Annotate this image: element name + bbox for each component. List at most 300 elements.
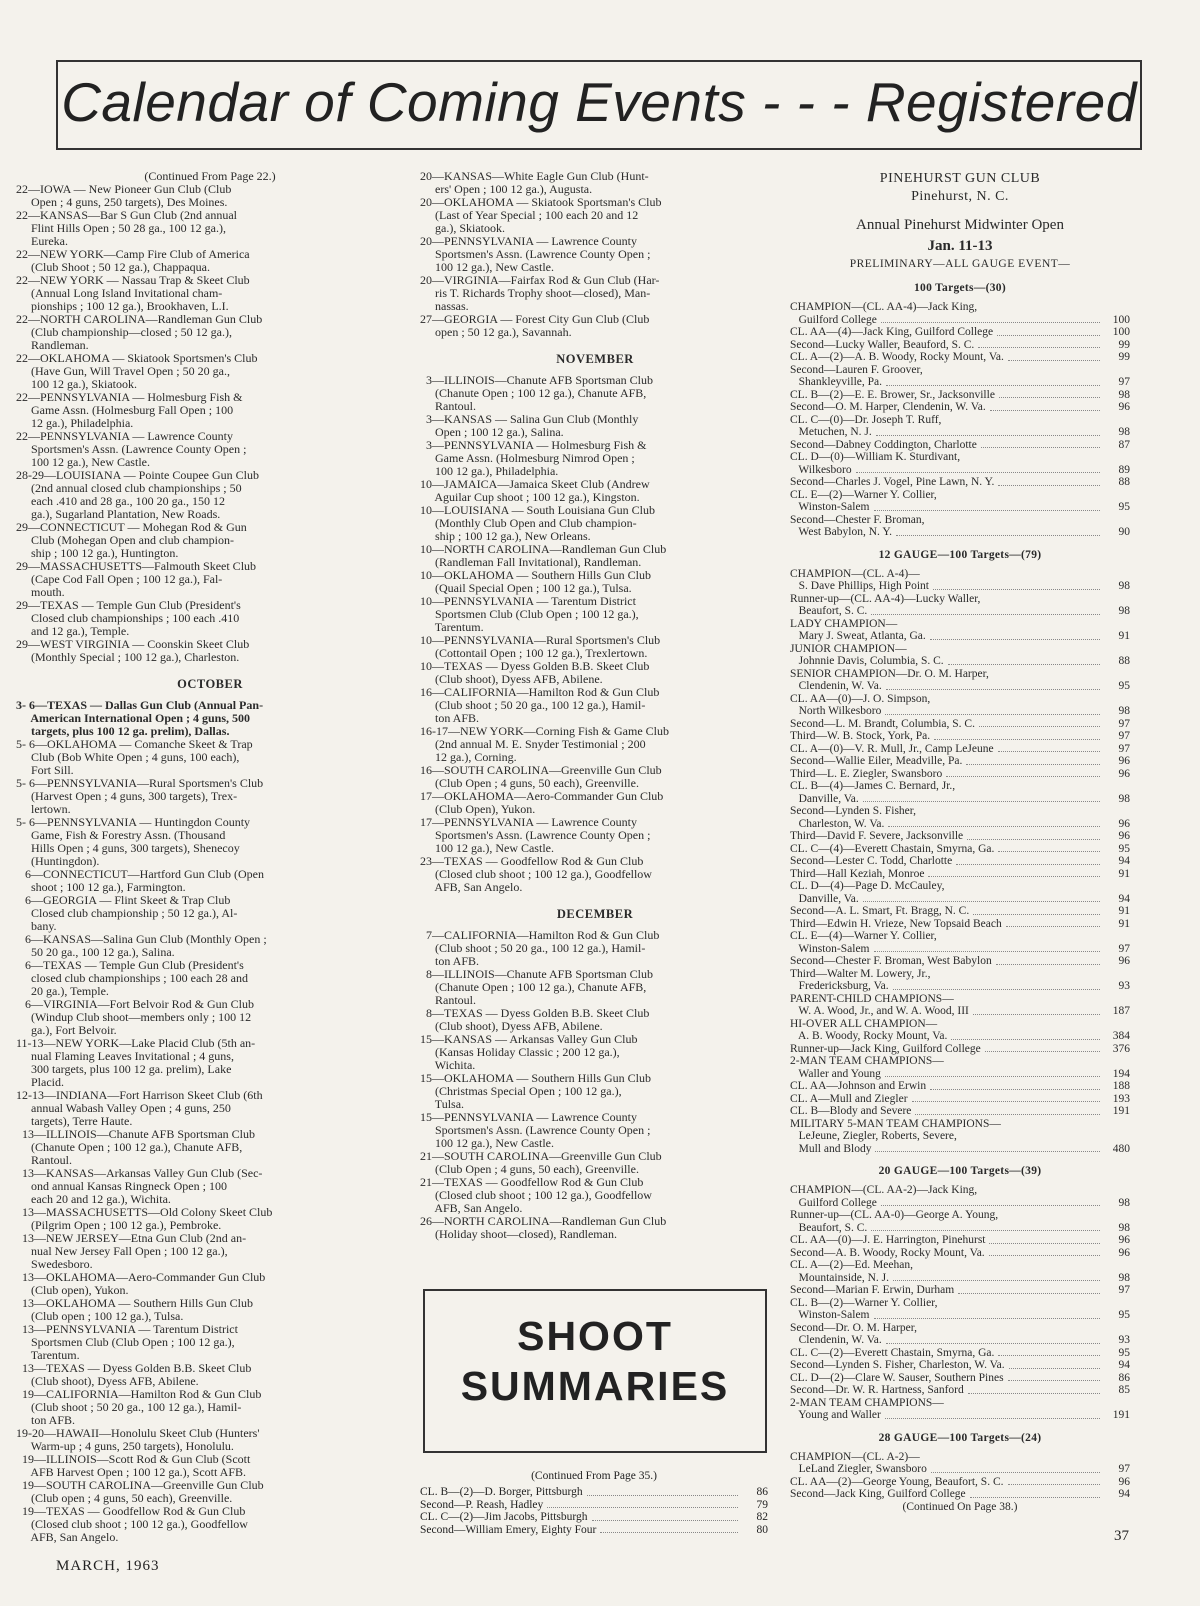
result-row [790, 968, 1130, 981]
event-entry: 10—OKLAHOMA — Southern Hills Gun Club (Quail Special Open ; 100 12 ga.), Tulsa. [420, 568, 652, 595]
event-entry: 10—PENNSYLVANIA—Rural Sportsmen's Club (Cottontail Open ; 100 12 ga.), Trexlertown. [420, 633, 661, 660]
result-row [790, 1451, 1130, 1464]
result-row [790, 1143, 1130, 1156]
result-score: 96 [1118, 767, 1130, 780]
result-row [790, 1284, 1130, 1297]
event-entry: 19—CALIFORNIA—Hamilton Rod & Gun Club (Club shoot ; 50 20 ga., 100 12 ga.), Hamil- ton AFB. [22, 1387, 262, 1427]
event-entry: 22—OKLAHOMA — Skiatook Sportsmen's Club (Have Gun, Will Travel Open ; 50 20 ga., 100 12 ga.), Skiatook. [16, 351, 258, 391]
event-entry-featured: 3- 6—TEXAS — Dallas Gun Club (Annual Pan- American International Open ; 4 guns, 500 targets, plus 100 12 ga. prelim), Dallas. [16, 698, 264, 738]
result-label: Second—William Emery, Eighty Four [420, 1523, 597, 1536]
result-row [790, 830, 1130, 843]
result-row [790, 314, 1130, 327]
event-subtitle: PRELIMINARY—ALL GAUGE EVENT— [849, 258, 1071, 270]
results-list [790, 568, 1130, 1156]
section-heading: 28 GAUGE—100 Targets—(24) [878, 1431, 1042, 1444]
result-score: 97 [1118, 376, 1130, 388]
result-label: Second—Wallie Eiler, Meadville, Pa. [790, 755, 963, 767]
result-score: 98 [1118, 580, 1130, 592]
result-label: Johnnie Davis, Columbia, S. C. [790, 655, 944, 667]
result-row [790, 326, 1130, 339]
result-label: North Wilkesboro [790, 705, 882, 717]
result-score: 97 [1118, 1463, 1130, 1475]
column-2 [420, 170, 770, 1241]
result-row [790, 1118, 1130, 1131]
result-row [420, 1511, 768, 1524]
result-row [790, 1105, 1130, 1118]
page-number: 37 [1114, 1528, 1129, 1544]
result-label: LeJeune, Ziegler, Roberts, Severe, [790, 1130, 957, 1142]
leader-dots [998, 751, 1100, 752]
result-label: W. A. Wood, Jr., and W. A. Wood, III [790, 1005, 969, 1017]
event-entry: 5- 6—PENNSYLVANIA — Huntingdon County Game, Fish & Forestry Assn. (Thousand Hills Open ; 4 guns, 300 targets), Shenecoy (Huntingdon). [16, 815, 251, 868]
result-row [790, 339, 1130, 352]
result-row [790, 993, 1130, 1006]
leader-dots [1008, 1380, 1100, 1381]
result-score: 95 [1118, 1346, 1130, 1359]
result-row [790, 1409, 1130, 1422]
leader-dots [893, 989, 1100, 990]
event-entry: 22—IOWA — New Pioneer Gun Club (Club Open ; 4 guns, 250 targets), Des Moines. [16, 182, 232, 209]
result-label: CL. D—(2)—Clare W. Sauser, Southern Pines [790, 1371, 1004, 1384]
result-row [790, 655, 1130, 668]
leader-dots [948, 664, 1100, 665]
column-3 [790, 170, 1130, 1514]
result-row [790, 1372, 1130, 1385]
result-label: West Babylon, N. Y. [790, 526, 893, 538]
result-label: JUNIOR CHAMPION— [790, 642, 907, 655]
result-label: Second—Marian F. Erwin, Durham [790, 1284, 955, 1296]
result-label: CL. C—(2)—Everett Chastain, Smyrna, Ga. [790, 1346, 995, 1359]
result-label: CL. A—(2)—Ed. Meehan, [790, 1259, 913, 1271]
result-row [790, 476, 1130, 489]
page-title: Calendar of Coming Events - - - Registered [61, 71, 1137, 133]
result-row [790, 780, 1130, 793]
leader-dots [930, 639, 1100, 640]
result-label: CHAMPION—(CL. AA-2)—Jack King, [790, 1184, 978, 1196]
result-score: 86 [756, 1486, 768, 1498]
result-score: 94 [1118, 855, 1130, 867]
result-row [790, 1055, 1130, 1068]
event-entry: 15—PENNSYLVANIA — Lawrence County Sportsmen's Assn. (Lawrence County Open ; 100 12 ga.), New Castle. [420, 1110, 651, 1150]
leader-dots [874, 1318, 1100, 1319]
leader-dots [946, 776, 1100, 777]
result-label: CL. D—(0)—William K. Sturdivant, [790, 451, 961, 463]
leader-dots [934, 739, 1100, 740]
event-name: Annual Pinehurst Midwinter Open [856, 217, 1064, 233]
result-row [790, 1247, 1130, 1260]
result-label: Third—David F. Severe, Jacksonville [790, 830, 964, 842]
result-label: Winston-Salem [790, 942, 870, 955]
event-entry: 10—NORTH CAROLINA—Randleman Gun Club (Randleman Fall Invitational), Randleman. [420, 542, 667, 569]
leader-dots [881, 1205, 1100, 1206]
result-score: 188 [1112, 1080, 1130, 1092]
result-row [790, 1347, 1130, 1360]
result-row [790, 1259, 1130, 1272]
event-entry: 6—KANSAS—Salina Gun Club (Monthly Open ; 50 20 ga., 100 12 ga.), Salina. [25, 932, 267, 959]
result-row [790, 880, 1130, 893]
event-entry: 22—PENNSYLVANIA — Lawrence County Sportsmen's Assn. (Lawrence County Open ; 100 12 ga.), New Castle. [16, 429, 247, 469]
result-label: Second—O. M. Harper, Clendenin, W. Va. [790, 401, 986, 413]
continued-note: (Continued From Page 22.) [144, 169, 276, 183]
result-label: CL. E—(2)—Warner Y. Collier, [790, 488, 937, 501]
leader-dots [875, 1151, 1100, 1152]
result-row [790, 755, 1130, 768]
result-label: Fredericksburg, Va. [790, 980, 889, 992]
result-row [790, 643, 1130, 656]
month-heading-october: OCTOBER [177, 677, 243, 691]
result-label: Third—Edwin H. Vrieze, New Topsaid Beach [790, 917, 1002, 930]
result-score: 99 [1118, 338, 1130, 351]
result-label: CL. C—(4)—Everett Chastain, Smyrna, Ga. [790, 842, 995, 855]
result-score: 87 [1118, 438, 1130, 451]
result-row [790, 501, 1130, 514]
result-label: Second—Dr. W. R. Hartness, Sanford [790, 1384, 964, 1396]
result-label: CHAMPION—(CL. AA-4)—Jack King, [790, 301, 978, 313]
leader-dots [886, 689, 1100, 690]
result-score: 100 [1112, 326, 1130, 338]
result-label: Second—P. Reash, Hadley [420, 1498, 544, 1511]
event-dates: Jan. 11-13 [927, 238, 993, 254]
result-row [790, 1476, 1130, 1489]
result-row [790, 514, 1130, 527]
result-row [790, 1384, 1130, 1397]
event-entry: 6—CONNECTICUT—Hartford Gun Club (Open shoot ; 100 12 ga.), Farmington. [25, 867, 264, 894]
result-score: 191 [1112, 1105, 1130, 1117]
result-label: Shankleyville, Pa. [790, 376, 882, 388]
event-entry: 12-13—INDIANA—Fort Harrison Skeet Club (6th annual Wabash Valley Open ; 4 guns, 250 targets), Terre Haute. [16, 1088, 263, 1128]
event-entry: 8—ILLINOIS—Chanute AFB Sportsman Club (Chanute Open ; 100 12 ga.), Chanute AFB, Rantoul. [426, 967, 653, 1007]
result-score: 95 [1118, 501, 1130, 513]
banner-line-2: SUMMARIES [460, 1363, 730, 1409]
event-entry: 26—NORTH CAROLINA—Randleman Gun Club (Holiday shoot—closed), Randleman. [420, 1214, 667, 1241]
result-row [790, 1018, 1130, 1031]
leader-dots [978, 347, 1100, 348]
result-row [790, 1130, 1130, 1143]
event-entry: 6—GEORGIA — Flint Skeet & Trap Club Closed club championship ; 50 12 ga.), Al- bany. [25, 893, 238, 933]
result-score: 88 [1118, 476, 1130, 488]
event-entry: 22—PENNSYLVANIA — Holmesburg Fish & Game Assn. (Holmesburg Fall Open ; 100 12 ga.), Philadelphia. [16, 390, 243, 430]
leader-dots [600, 1532, 738, 1533]
october-list-continued [420, 170, 770, 339]
leader-dots [1008, 360, 1100, 361]
result-score: 98 [1118, 1196, 1130, 1209]
leader-dots [881, 322, 1100, 323]
event-entry: 13—NEW JERSEY—Etna Gun Club (2nd an- nual New Jersey Fall Open ; 100 12 ga.), Swedesboro. [22, 1231, 247, 1271]
result-row [790, 955, 1130, 968]
result-score: 191 [1112, 1409, 1130, 1421]
leader-dots [997, 335, 1100, 336]
event-entry: 16-17—NEW YORK—Corning Fish & Game Club (2nd annual M. E. Snyder Testimonial ; 200 12 ga.), Corning. [420, 724, 669, 764]
result-label: Guilford College [790, 1196, 877, 1209]
result-score: 89 [1118, 463, 1130, 476]
result-score: 99 [1118, 351, 1130, 363]
result-label: CL. D—(4)—Page D. McCauley, [790, 880, 945, 892]
result-row [790, 893, 1130, 906]
result-row [790, 1309, 1130, 1322]
result-row [790, 1030, 1130, 1043]
leader-dots [996, 964, 1100, 965]
leader-dots [592, 1520, 738, 1521]
result-score: 187 [1112, 1005, 1130, 1017]
result-row [790, 668, 1130, 681]
result-score: 98 [1118, 705, 1130, 717]
result-row [790, 301, 1130, 314]
result-score: 98 [1118, 388, 1130, 401]
continued-on-note: (Continued On Page 38.) [902, 1500, 1018, 1513]
result-label: Winston-Salem [790, 501, 870, 513]
result-label: Danville, Va. [790, 792, 859, 805]
result-label: CHAMPION—(CL. A-4)— [790, 567, 920, 580]
event-entry: 22—NEW YORK—Camp Fire Club of America (Club Shoot ; 50 12 ga.), Chappaqua. [16, 247, 250, 274]
club-name: PINEHURST GUN CLUB [879, 171, 1041, 186]
result-score: 94 [1118, 1359, 1130, 1371]
result-score: 93 [1118, 980, 1130, 992]
event-entry: 7—CALIFORNIA—Hamilton Rod & Gun Club (Club shoot ; 50 20 ga., 100 12 ga.), Hamil- ton AFB. [426, 928, 660, 968]
leader-dots [973, 1014, 1100, 1015]
result-label: Second—Chester F. Broman, [790, 513, 925, 526]
result-label: CL. B—(2)—Warner Y. Collier, [790, 1296, 938, 1309]
event-entry: 3—ILLINOIS—Chanute AFB Sportsman Club (Chanute Open ; 100 12 ga.), Chanute AFB, Rantoul. [426, 373, 653, 413]
result-row [790, 426, 1130, 439]
result-label: 2-MAN TEAM CHAMPIONS— [790, 1055, 944, 1067]
result-row [790, 1209, 1130, 1222]
result-label: Second—Lauren F. Groover, [790, 363, 923, 376]
result-label: LeLand Ziegler, Swansboro [790, 1463, 927, 1475]
result-label: CL. AA—Johnson and Erwin [790, 1080, 927, 1092]
result-score: 480 [1112, 1142, 1130, 1155]
leader-dots [886, 385, 1100, 386]
event-entry: 19-20—HAWAII—Honolulu Skeet Club (Hunters' Warm-up ; 4 guns, 250 targets), Honolulu. [16, 1426, 260, 1453]
result-label: Young and Waller [790, 1409, 881, 1421]
result-row [790, 1322, 1130, 1335]
result-score: 95 [1118, 842, 1130, 855]
result-row [790, 905, 1130, 918]
leader-dots [989, 1255, 1100, 1256]
result-label: Waller and Young [790, 1067, 881, 1080]
result-label: Clendenin, W. Va. [790, 680, 882, 692]
leader-dots [587, 1495, 738, 1496]
event-entry: 21—TEXAS — Goodfellow Rod & Gun Club (Closed club shoot ; 100 12 ga.), Goodfellow AFB, San Angelo. [420, 1175, 652, 1215]
event-entry: 29—WEST VIRGINIA — Coonskin Skeet Club (Monthly Special ; 100 12 ga.), Charleston. [16, 637, 250, 664]
result-score: 80 [756, 1523, 768, 1536]
result-label: CL. E—(4)—Warner Y. Collier, [790, 930, 937, 942]
result-row [790, 526, 1130, 539]
result-score: 96 [1118, 1475, 1130, 1488]
result-label: CL. B—(2)—D. Borger, Pittsburgh [420, 1486, 583, 1498]
event-entry: 20—PENNSYLVANIA — Lawrence County Sportsmen's Assn. (Lawrence County Open ; 100 12 ga.), New Castle. [420, 234, 651, 274]
result-score: 94 [1118, 892, 1130, 905]
result-score: 98 [1118, 1271, 1130, 1284]
result-label: Charleston, W. Va. [790, 817, 885, 830]
leader-dots [874, 510, 1100, 511]
result-row [790, 705, 1130, 718]
result-row [790, 805, 1130, 818]
event-entry: 3—PENNSYLVANIA — Holmesburg Fish & Game Assn. (Holmesburg Nimrod Open ; 100 12 ga.), Philadelphia. [426, 438, 647, 478]
leader-dots [871, 1230, 1100, 1231]
result-row [790, 1005, 1130, 1018]
leader-dots [966, 764, 1100, 765]
event-entry: 10—PENNSYLVANIA — Tarentum District Sportsmen Club (Club Open ; 100 12 ga.), Tarentum. [420, 594, 639, 634]
banner-line-1: SHOOT [517, 1313, 673, 1359]
leader-dots [930, 1089, 1100, 1090]
event-entry: 5- 6—PENNSYLVANIA—Rural Sportsmen's Club (Harvest Open ; 4 guns, 300 targets), Trex- lertown. [16, 776, 264, 816]
result-row [790, 1184, 1130, 1197]
event-entry: 10—JAMAICA—Jamaica Skeet Club (Andrew Aguilar Cup shoot ; 100 12 ga.), Kingston. [420, 477, 650, 504]
result-row [790, 818, 1130, 831]
result-label: Mary J. Sweat, Atlanta, Ga. [790, 630, 926, 642]
result-row [790, 1272, 1130, 1285]
result-row [790, 1359, 1130, 1372]
result-label: Second—Lester C. Todd, Charlotte [790, 855, 953, 867]
header-box [56, 60, 1142, 150]
result-label: Runner-up—(CL. AA-0)—George A. Young, [790, 1209, 999, 1221]
result-label: LADY CHAMPION— [790, 617, 898, 630]
result-label: CL. C—(2)—Jim Jacobs, Pittsburgh [420, 1511, 588, 1523]
result-score: 82 [756, 1511, 768, 1523]
leader-dots [863, 901, 1100, 902]
result-row [790, 580, 1130, 593]
result-row [790, 1397, 1130, 1410]
results-list [790, 1451, 1130, 1501]
event-entry: 13—OKLAHOMA — Southern Hills Gun Club (Club open ; 100 12 ga.), Tulsa. [22, 1296, 254, 1323]
result-row [790, 718, 1130, 731]
result-label: CL. C—(0)—Dr. Joseph T. Ruff, [790, 413, 942, 426]
result-label: Runner-up—(CL. AA-4)—Lucky Waller, [790, 592, 981, 605]
result-score: 90 [1118, 526, 1130, 538]
result-row [790, 401, 1130, 414]
result-row [790, 680, 1130, 693]
result-row [790, 1068, 1130, 1081]
leader-dots [967, 839, 1100, 840]
result-score: 97 [1118, 942, 1130, 955]
result-score: 85 [1118, 1384, 1130, 1396]
september-list [16, 183, 404, 664]
event-entry: 28-29—LOUISIANA — Pointe Coupee Gun Club (2nd annual closed club championships ; 50 each .410 and 28 ga., 100 20 ga., 150 12 ga.), Sugarland Plantation, New Roads. [16, 468, 259, 521]
result-score: 96 [1118, 817, 1130, 830]
leader-dots [979, 726, 1100, 727]
result-score: 194 [1112, 1067, 1130, 1080]
result-score: 96 [1118, 1234, 1130, 1246]
result-label: CL. A—(2)—A. B. Woody, Rocky Mount, Va. [790, 351, 1004, 363]
result-row [790, 389, 1130, 402]
result-label: Guilford College [790, 313, 877, 326]
event-entry: 10—LOUISIANA — South Louisiana Gun Club (Monthly Club Open and Club champion- ship ; 100 12 ga.), New Orleans. [420, 503, 655, 543]
result-label: Second—Dabney Coddington, Charlotte [790, 438, 977, 451]
event-entry: 19—TEXAS — Goodfellow Rod & Gun Club (Closed club shoot ; 100 12 ga.), Goodfellow AFB, San Angelo. [22, 1504, 248, 1544]
leader-dots [912, 1101, 1100, 1102]
result-label: CL. AA—(2)—George Young, Beaufort, S. C. [790, 1475, 1004, 1488]
result-row [790, 593, 1130, 606]
result-label: HI-OVER ALL CHAMPION— [790, 1017, 938, 1030]
result-label: CL. B—(2)—E. E. Brower, Sr., Jacksonville [790, 388, 995, 401]
result-score: 88 [1118, 655, 1130, 667]
leader-dots [856, 472, 1100, 473]
november-list [420, 374, 770, 894]
result-label: Third—W. B. Stock, York, Pa. [790, 730, 931, 742]
leader-dots [958, 1293, 1100, 1294]
leader-dots [888, 826, 1100, 827]
result-label: Third—Walter M. Lowery, Jr., [790, 967, 931, 980]
result-label: Runner-up—Jack King, Guilford College [790, 1042, 981, 1055]
result-score: 95 [1118, 1309, 1130, 1321]
result-score: 97 [1118, 717, 1130, 730]
result-row [790, 618, 1130, 631]
summaries-list [420, 1486, 768, 1536]
result-label: CL. A—Mull and Ziegler [790, 1092, 908, 1105]
result-label: Wilkesboro [790, 463, 852, 476]
result-score: 193 [1112, 1092, 1130, 1105]
result-row [790, 1080, 1130, 1093]
result-label: PARENT-CHILD CHAMPIONS— [790, 992, 954, 1005]
event-entry: 15—KANSAS — Arkansas Valley Gun Club (Kansas Holiday Classic ; 200 12 ga.), Wichita. [420, 1032, 638, 1072]
leader-dots [981, 447, 1100, 448]
shoot-summaries-banner [423, 1289, 767, 1453]
leader-dots [1006, 926, 1100, 927]
result-row [790, 489, 1130, 502]
result-label: Metuchen, N. J. [790, 426, 872, 438]
section-heading: 20 GAUGE—100 Targets—(39) [878, 1165, 1042, 1177]
result-label: Second—Dr. O. M. Harper, [790, 1321, 917, 1334]
leader-dots [874, 951, 1100, 952]
leader-dots [886, 1343, 1100, 1344]
event-entry: 13—KANSAS—Arkansas Valley Gun Club (Sec- ond annual Kansas Ringneck Open ; 100 each 20 and 12 ga.), Wichita. [22, 1166, 263, 1206]
leader-dots [998, 851, 1100, 852]
result-score: 96 [1118, 401, 1130, 413]
summaries-continued-note: (Continued From Page 35.) [531, 1470, 657, 1482]
leader-dots [547, 1507, 738, 1508]
leader-dots [885, 714, 1100, 715]
event-entry: 5- 6—OKLAHOMA — Comanche Skeet & Trap Club (Bob White Open ; 4 guns, 100 each), Fort Sill. [16, 737, 253, 777]
leader-dots [999, 397, 1100, 398]
leader-dots [970, 1497, 1100, 1498]
event-entry: 29—MASSACHUSETTS—Falmouth Skeet Club (Cape Cod Fall Open ; 100 12 ga.), Fal- mouth. [16, 559, 257, 599]
event-entry: 16—CALIFORNIA—Hamilton Rod & Gun Club (Club shoot ; 50 20 ga., 100 12 ga.), Hamil- ton AFB. [420, 685, 660, 725]
leader-dots [896, 535, 1100, 536]
result-score: 96 [1118, 955, 1130, 967]
leader-dots [973, 914, 1100, 915]
event-entry: 22—NEW YORK — Nassau Trap & Skeet Club (Annual Long Island Invitational cham- pionships ; 100 12 ga.), Brookhaven, L.I. [16, 273, 250, 313]
result-row [790, 793, 1130, 806]
result-label: Beaufort, S. C. [790, 1221, 868, 1234]
leader-dots [885, 1418, 1100, 1419]
event-entry: 20—VIRGINIA—Fairfax Rod & Gun Club (Har- ris T. Richards Trophy shoot—closed), Man- nassas. [420, 273, 660, 313]
leader-dots [1008, 1484, 1101, 1485]
leader-dots [876, 435, 1100, 436]
club-location: Pinehurst, N. C. [911, 189, 1009, 204]
result-score: 98 [1118, 792, 1130, 805]
result-row [790, 1093, 1130, 1106]
result-row [790, 943, 1130, 956]
result-row [790, 855, 1130, 868]
result-row [790, 843, 1130, 856]
event-entry: 3—KANSAS — Salina Gun Club (Monthly Open ; 100 12 ga.), Salina. [426, 412, 639, 439]
result-label: CHAMPION—(CL. A-2)— [790, 1450, 920, 1463]
result-row [790, 464, 1130, 477]
result-row [790, 1043, 1130, 1056]
result-score: 96 [1118, 830, 1130, 842]
event-entry: 22—NORTH CAROLINA—Randleman Gun Club (Club championship—closed ; 50 12 ga.), Randleman. [16, 312, 263, 352]
event-entry: 6—TEXAS — Temple Gun Club (President's closed club championships ; 100 each 28 and 20 ga.), Temple. [25, 958, 248, 998]
result-label: CL. B—Blody and Severe [790, 1105, 912, 1117]
event-entry: 21—SOUTH CAROLINA—Greenville Gun Club (Club Open ; 4 guns, 50 each), Greenville. [420, 1149, 662, 1176]
result-row [420, 1499, 768, 1512]
result-score: 91 [1118, 917, 1130, 930]
result-label: Second—Lynden S. Fisher, Charleston, W. Va. [790, 1359, 1005, 1371]
event-entry: 17—OKLAHOMA—Aero-Commander Gun Club (Club Open), Yukon. [420, 789, 664, 816]
month-heading-december: DECEMBER [556, 907, 634, 921]
result-row [790, 605, 1130, 618]
result-row [790, 1234, 1130, 1247]
